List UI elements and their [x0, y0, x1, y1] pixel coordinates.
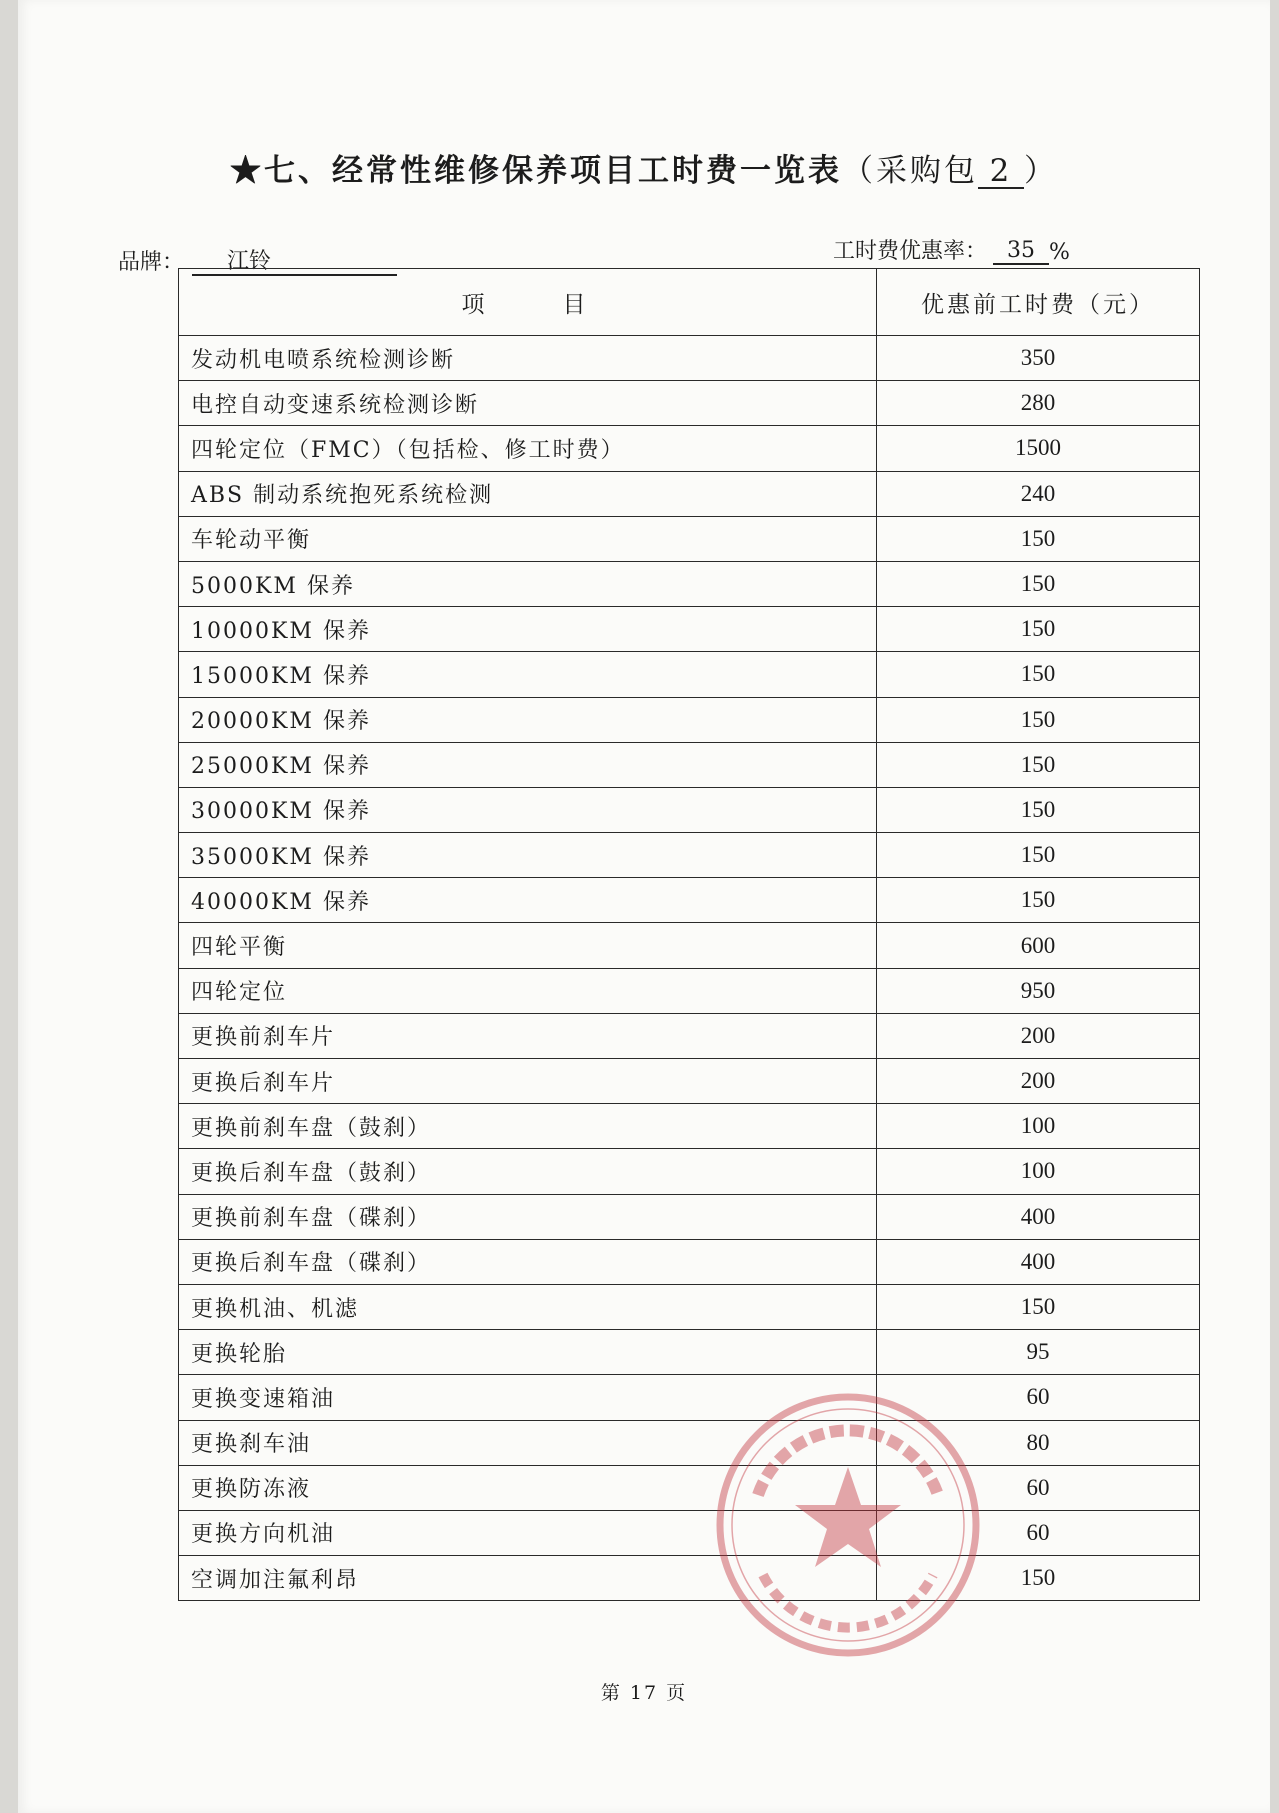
table-row [179, 471, 1200, 516]
table-row [179, 1149, 1200, 1194]
table-row [179, 697, 1200, 742]
table-row [179, 1194, 1200, 1239]
table-row [179, 381, 1200, 426]
document-page [18, 0, 1270, 1813]
star-icon: ★ [230, 153, 264, 189]
row-item-fee: 150 [877, 742, 1200, 787]
brand-label: 品牌： [118, 250, 185, 275]
row-item-fee: 280 [877, 381, 1200, 426]
row-item-fee: 950 [877, 968, 1200, 1013]
row-item-name: 四轮定位（FMC）（包括检、修工时费） [179, 426, 877, 471]
row-item-name: 5000KM 保养 [179, 561, 877, 606]
brand-value: 江铃 [192, 249, 397, 276]
row-item-name: 更换机油、机滤 [179, 1284, 877, 1329]
table-row [179, 1104, 1200, 1149]
table-row [179, 1556, 1200, 1601]
discount-rate-value: 35 [993, 238, 1049, 265]
page-number: 第 17 页 [600, 1682, 688, 1704]
row-item-fee: 95 [877, 1330, 1200, 1375]
row-item-fee: 150 [877, 516, 1200, 561]
row-item-fee: 240 [877, 471, 1200, 516]
title-paren-close: ） [1024, 153, 1058, 189]
row-item-name: 20000KM 保养 [179, 697, 877, 742]
page-title [18, 145, 1270, 190]
row-item-name: 更换前刹车盘（鼓刹） [179, 1104, 877, 1149]
row-item-name: 四轮平衡 [179, 923, 877, 968]
table-row [179, 426, 1200, 471]
labor-fee-table [178, 268, 1200, 1601]
row-item-fee: 150 [877, 561, 1200, 606]
table-row [179, 652, 1200, 697]
discount-rate-unit: % [1049, 240, 1070, 265]
table-row [179, 516, 1200, 561]
row-item-fee: 150 [877, 833, 1200, 878]
table-row [179, 1059, 1200, 1104]
table-row [179, 607, 1200, 652]
title-text: 七、经常性维修保养项目工时费一览表 [264, 153, 842, 189]
table-row [179, 787, 1200, 832]
table-row [179, 833, 1200, 878]
discount-rate-line [833, 234, 1070, 265]
row-item-name: 更换后刹车盘（碟刹） [179, 1239, 877, 1284]
row-item-name: 更换后刹车片 [179, 1059, 877, 1104]
row-item-fee: 150 [877, 1284, 1200, 1329]
row-item-name: 10000KM 保养 [179, 607, 877, 652]
row-item-fee: 150 [877, 787, 1200, 832]
table-row [179, 1330, 1200, 1375]
table-row [179, 1284, 1200, 1329]
table-row [179, 1013, 1200, 1058]
row-item-name: 更换后刹车盘（鼓刹） [179, 1149, 877, 1194]
row-item-fee: 150 [877, 878, 1200, 923]
discount-rate-label: 工时费优惠率： [833, 239, 988, 264]
table-row [179, 336, 1200, 381]
title-paren-open: （采购包 [842, 153, 978, 189]
row-item-fee: 150 [877, 652, 1200, 697]
row-item-name: 发动机电喷系统检测诊断 [179, 336, 877, 381]
row-item-fee: 80 [877, 1420, 1200, 1465]
row-item-name: 电控自动变速系统检测诊断 [179, 381, 877, 426]
row-item-fee: 60 [877, 1375, 1200, 1420]
row-item-fee: 200 [877, 1059, 1200, 1104]
row-item-fee: 350 [877, 336, 1200, 381]
row-item-name: 30000KM 保养 [179, 787, 877, 832]
row-item-fee: 150 [877, 697, 1200, 742]
table-row [179, 1465, 1200, 1510]
table-row [179, 742, 1200, 787]
table-header-row [179, 269, 1200, 336]
row-item-name: 更换前刹车盘（碟刹） [179, 1194, 877, 1239]
row-item-name: 40000KM 保养 [179, 878, 877, 923]
row-item-name: 15000KM 保养 [179, 652, 877, 697]
row-item-fee: 150 [877, 1556, 1200, 1601]
row-item-fee: 400 [877, 1194, 1200, 1239]
row-item-fee: 100 [877, 1104, 1200, 1149]
row-item-fee: 60 [877, 1465, 1200, 1510]
package-number: 2 [978, 156, 1024, 189]
table-row [179, 1375, 1200, 1420]
row-item-name: ABS 制动系统抱死系统检测 [179, 471, 877, 516]
row-item-name: 更换刹车油 [179, 1420, 877, 1465]
table-row [179, 561, 1200, 606]
row-item-fee: 60 [877, 1510, 1200, 1555]
row-item-name: 更换防冻液 [179, 1465, 877, 1510]
table-row [179, 1420, 1200, 1465]
table-row [179, 923, 1200, 968]
table-row [179, 968, 1200, 1013]
table-row [179, 1239, 1200, 1284]
row-item-name: 车轮动平衡 [179, 516, 877, 561]
row-item-fee: 200 [877, 1013, 1200, 1058]
row-item-name: 更换变速箱油 [179, 1375, 877, 1420]
table-row [179, 878, 1200, 923]
row-item-fee: 600 [877, 923, 1200, 968]
row-item-name: 四轮定位 [179, 968, 877, 1013]
row-item-name: 更换前刹车片 [179, 1013, 877, 1058]
row-item-fee: 1500 [877, 426, 1200, 471]
row-item-fee: 400 [877, 1239, 1200, 1284]
row-item-name: 更换轮胎 [179, 1330, 877, 1375]
row-item-name: 35000KM 保养 [179, 833, 877, 878]
row-item-name: 更换方向机油 [179, 1510, 877, 1555]
header-fee: 优惠前工时费（元） [877, 269, 1200, 336]
table-row [179, 1510, 1200, 1555]
row-item-fee: 150 [877, 607, 1200, 652]
row-item-name: 空调加注氟利昂 [179, 1556, 877, 1601]
row-item-name: 25000KM 保养 [179, 742, 877, 787]
row-item-fee: 100 [877, 1149, 1200, 1194]
header-item: 项目 [179, 269, 877, 336]
